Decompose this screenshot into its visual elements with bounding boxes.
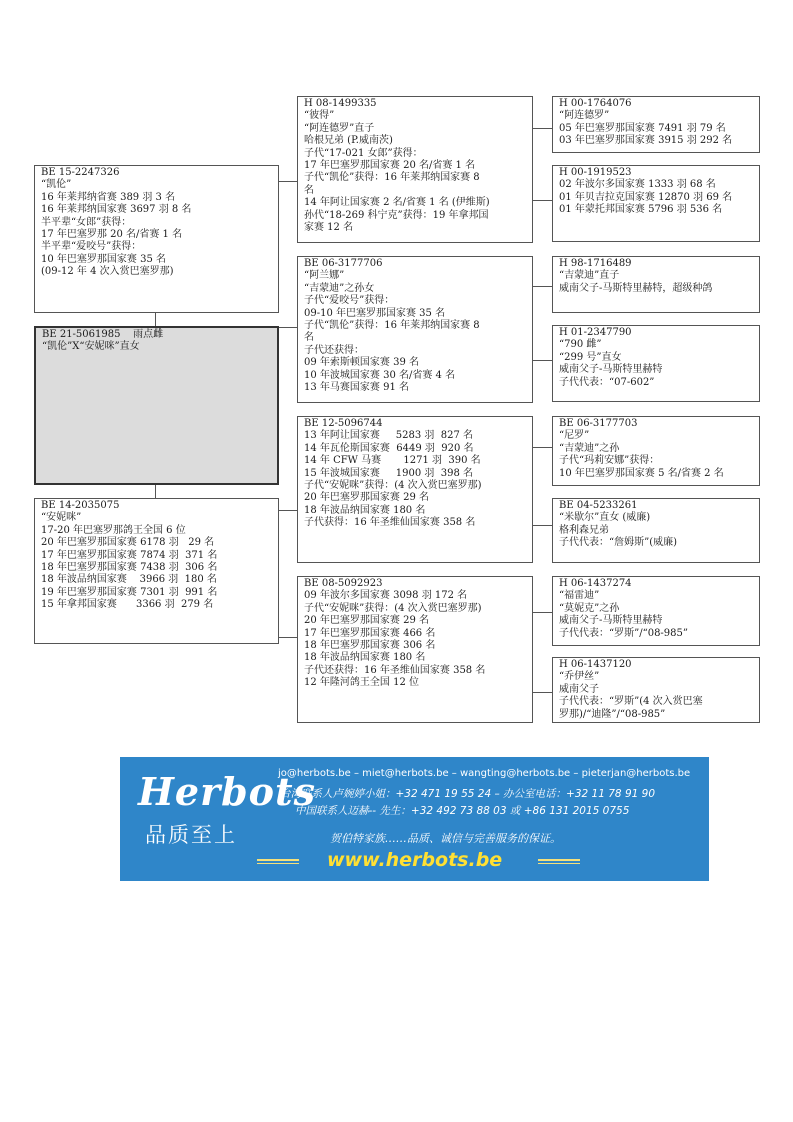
pedigree-box-sire-sire xyxy=(297,96,533,243)
ring-number: BE 06-3177706 xyxy=(304,258,383,269)
ring-number: H 08-1499335 xyxy=(304,98,377,109)
ring-number: H 00-1919523 xyxy=(559,167,632,178)
pedigree-box-ggp-7 xyxy=(552,576,760,646)
pedigree-line: 子代代表：“詹姆斯”(威廉) xyxy=(559,537,678,549)
pedigree-line: 子代“爱咬号”获得： xyxy=(304,295,395,307)
pedigree-line: 18 年巴塞罗那国家赛 7438 羽 306 名 xyxy=(41,562,218,574)
pedigree-line: 03 年巴塞罗那国家赛 3915 羽 292 名 xyxy=(559,135,733,147)
pedigree-line: 14 年瓦伦斯国家赛 6449 羽 920 名 xyxy=(304,442,474,454)
contact-emails[interactable]: jo@herbots.be – miet@herbots.be – wangting@herbots.be – pieterjan@herbots.be xyxy=(278,768,691,779)
pedigree-line: (09-12 年 4 次入赏巴塞罗那) xyxy=(41,266,174,278)
pedigree-box-ggp-6 xyxy=(552,498,760,563)
pedigree-line: 17 年巴塞罗那 20 名/省赛 1 名 xyxy=(41,229,183,241)
pedigree-line: 家赛 12 名 xyxy=(304,222,354,234)
pedigree-line: “吉蒙迪”之孙女 xyxy=(304,282,375,294)
pedigree-line: 名 xyxy=(304,332,314,344)
decorative-rule-right xyxy=(538,859,580,864)
banner-slogan: 品质至上 xyxy=(145,823,237,847)
pedigree-line: 格利森兄弟 xyxy=(559,524,609,536)
pedigree-line: 10 年巴塞罗那国家赛 5 名/省赛 2 名 xyxy=(559,467,724,479)
pedigree-line: “阿连德罗” xyxy=(559,110,610,122)
connector xyxy=(533,447,552,448)
ring-number: H 98-1716489 xyxy=(559,258,632,269)
pedigree-box-ggp-3 xyxy=(552,256,760,313)
pedigree-line: 罗那)/“迪隆”/“08-985” xyxy=(559,708,666,720)
ring-number: BE 08-5092923 xyxy=(304,578,383,589)
pedigree-line: 16 年莱邦纳国家赛 3697 羽 8 名 xyxy=(41,204,192,216)
pedigree-line: “阿连德罗”直子 xyxy=(304,122,375,134)
pedigree-line: 名 xyxy=(304,184,314,196)
pedigree-line: 02 年波尔多国家赛 1333 羽 68 名 xyxy=(559,179,716,191)
pedigree-line: 18 年巴塞罗那国家赛 306 名 xyxy=(304,640,436,652)
pedigree-line: 子代“安妮咪”获得：(4 次入赏巴塞罗那) xyxy=(304,602,482,614)
connector xyxy=(279,327,297,328)
pedigree-line: “凯伦”X“安妮咪”直女 xyxy=(42,341,140,353)
pedigree-box-ggp-8 xyxy=(552,657,760,723)
china-contact: 中国联系人迈赫-- 先生：+32 492 73 88 03 或 +86 131 2015 0755 xyxy=(295,805,630,817)
website-link[interactable]: www.herbots.be xyxy=(327,849,503,871)
pedigree-line: 子代“玛莉安娜”获得： xyxy=(559,455,660,467)
pedigree-box-dam-dam xyxy=(297,576,533,723)
pedigree-line: 14 年阿让国家赛 2 名/省赛 1 名 (伊维斯) xyxy=(304,197,490,209)
pedigree-line: 13 年马赛国家赛 91 名 xyxy=(304,382,409,394)
ring-number: H 06-1437120 xyxy=(559,659,632,670)
pedigree-line: “凯伦” xyxy=(41,179,72,191)
connector xyxy=(533,612,552,613)
pedigree-line: 01 年蒙托邦国家赛 5796 羽 536 名 xyxy=(559,204,723,216)
ring-number: BE 14-2035075 xyxy=(41,500,120,511)
ring-number: H 01-2347790 xyxy=(559,327,632,338)
pedigree-line: 子代“凯伦”获得：16 年莱邦纳国家赛 8 xyxy=(304,172,480,184)
connector xyxy=(533,286,552,287)
pedigree-line: “299 号”直女 xyxy=(559,351,622,363)
pedigree-line: 子代“17-021 女郎”获得： xyxy=(304,147,423,159)
ring-number: BE 04-5233261 xyxy=(559,500,638,511)
pedigree-line: “彼得” xyxy=(304,110,335,122)
pedigree-box-dam-sire xyxy=(297,416,533,563)
connector xyxy=(533,692,552,693)
pedigree-line: 半平辈“女郎”获得： xyxy=(41,216,132,228)
pedigree-line: 09 年索斯顿国家赛 39 名 xyxy=(304,357,419,369)
pedigree-box-dam xyxy=(34,498,279,644)
pedigree-line: 12 年隆河鸽王全国 12 位 xyxy=(304,677,419,689)
quality-statement: 贺伯特家族……品质、诚信与完善服务的保证。 xyxy=(330,832,561,845)
pedigree-line: “福雷迪” xyxy=(559,590,600,602)
ring-number: BE 12-5096744 xyxy=(304,418,383,429)
pedigree-line: 子代还获得： xyxy=(304,344,364,356)
pedigree-line: 09 年波尔多国家赛 3098 羽 172 名 xyxy=(304,590,468,602)
pedigree-line: 子代代表：“07-602” xyxy=(559,376,655,388)
pedigree-line: 15 年波城国家赛 1900 羽 398 名 xyxy=(304,467,474,479)
taiwan-contact: 台湾联系人卢婉婷小姐：+32 471 19 55 24 – 办公室电话：+32 11 78 91 90 xyxy=(280,788,656,800)
pedigree-line: 子代获得：16 年圣维仙国家赛 358 名 xyxy=(304,517,476,529)
pedigree-line: “乔伊丝” xyxy=(559,671,600,683)
pedigree-line: “阿兰娜” xyxy=(304,270,345,282)
connector xyxy=(533,200,552,201)
pedigree-line: 子代“凯伦”获得：16 年莱邦纳国家赛 8 xyxy=(304,320,480,332)
connector xyxy=(279,637,297,638)
pedigree-line: “吉蒙迪”之孙 xyxy=(559,442,620,454)
pedigree-line: 威南父子-马斯特里赫特 xyxy=(559,364,663,376)
pedigree-box-ggp-5 xyxy=(552,416,760,486)
pedigree-box-ggp-2 xyxy=(552,165,760,242)
pedigree-line: “尼罗” xyxy=(559,430,590,442)
pedigree-box-sire-dam xyxy=(297,256,533,403)
pedigree-line: 05 年巴塞罗那国家赛 7491 羽 79 名 xyxy=(559,122,726,134)
pedigree-line: 子代“安妮咪”获得：(4 次入赏巴塞罗那) xyxy=(304,480,482,492)
pedigree-line: 01 年贝吉拉克国家赛 12870 羽 69 名 xyxy=(559,191,733,203)
ring-number: BE 15-2247326 xyxy=(41,167,120,178)
ring-number: BE 06-3177703 xyxy=(559,418,638,429)
pedigree-box-subject xyxy=(34,326,279,485)
pedigree-line: 威南父子-马斯特里赫特，超级种鸽 xyxy=(559,282,713,294)
pedigree-box-ggp-4 xyxy=(552,325,760,402)
pedigree-line: “790 雌” xyxy=(559,339,602,351)
connector xyxy=(155,313,156,326)
pedigree-line: 09-10 年巴塞罗那国家赛 35 名 xyxy=(304,307,446,319)
pedigree-line: 哈根兄弟 (P.威南茨) xyxy=(304,135,393,147)
pedigree-line: 10 年波城国家赛 30 名/省赛 4 名 xyxy=(304,369,456,381)
pedigree-line: 16 年莱邦纳省赛 389 羽 3 名 xyxy=(41,191,176,203)
pedigree-line: 20 年巴塞罗那国家赛 29 名 xyxy=(304,492,429,504)
pedigree-line: 17 年巴塞罗那国家赛 7874 羽 371 名 xyxy=(41,549,218,561)
pedigree-box-sire xyxy=(34,165,279,313)
connector xyxy=(533,525,552,526)
pedigree-line: “米歇尔”直女 (威廉) xyxy=(559,512,651,524)
pedigree-line: “安妮咪” xyxy=(41,512,82,524)
pedigree-line: 20 年巴塞罗那国家赛 29 名 xyxy=(304,615,429,627)
pedigree-line: 15 年拿邦国家赛 3366 羽 279 名 xyxy=(41,599,214,611)
pedigree-line: 子代代表：“罗斯”(4 次入赏巴塞 xyxy=(559,696,703,708)
pedigree-line: 13 年阿让国家赛 5283 羽 827 名 xyxy=(304,430,474,442)
pedigree-line: 子代还获得：16 年圣维仙国家赛 358 名 xyxy=(304,664,486,676)
connector xyxy=(279,510,297,511)
ring-number: BE 21-5061985 雨点雌 xyxy=(42,329,164,340)
pedigree-line: 18 年波品纳国家赛 180 名 xyxy=(304,652,426,664)
connector xyxy=(279,181,297,182)
pedigree-line: “吉蒙迪”直子 xyxy=(559,270,620,282)
pedigree-line: 半平辈“爱咬号”获得： xyxy=(41,241,142,253)
pedigree-line: 17 年巴塞罗那国家赛 20 名/省赛 1 名 xyxy=(304,160,476,172)
connector xyxy=(155,485,156,498)
pedigree-line: 17-20 年巴塞罗那鸽王全国 6 位 xyxy=(41,524,186,536)
herbots-logo: Herbots xyxy=(138,769,316,814)
pedigree-line: 19 年巴塞罗那国家赛 7301 羽 991 名 xyxy=(41,586,218,598)
pedigree-line: 威南父子 xyxy=(559,683,599,695)
pedigree-line: 18 年波品纳国家赛 180 名 xyxy=(304,504,426,516)
pedigree-line: 14 年 CFW 马赛 1271 羽 390 名 xyxy=(304,455,481,467)
decorative-rule-left xyxy=(257,859,299,864)
pedigree-line: 10 年巴塞罗那国家赛 35 名 xyxy=(41,253,166,265)
pedigree-line: “莫妮克”之孙 xyxy=(559,602,620,614)
herbots-banner xyxy=(120,757,709,881)
ring-number: H 06-1437274 xyxy=(559,578,632,589)
connector xyxy=(533,360,552,361)
pedigree-line: 18 年波品纳国家赛 3966 羽 180 名 xyxy=(41,574,217,586)
pedigree-line: 20 年巴塞罗那国家赛 6178 羽 29 名 xyxy=(41,537,215,549)
pedigree-line: 子代代表：“罗斯”/“08-985” xyxy=(559,627,689,639)
ring-number: H 00-1764076 xyxy=(559,98,632,109)
connector xyxy=(533,128,552,129)
pedigree-box-ggp-1 xyxy=(552,96,760,153)
pedigree-line: 17 年巴塞罗那国家赛 466 名 xyxy=(304,627,436,639)
pedigree-line: 威南父子-马斯特里赫特 xyxy=(559,615,663,627)
pedigree-line: 孙代“18-269 科宁克”获得：19 年拿邦国 xyxy=(304,209,489,221)
